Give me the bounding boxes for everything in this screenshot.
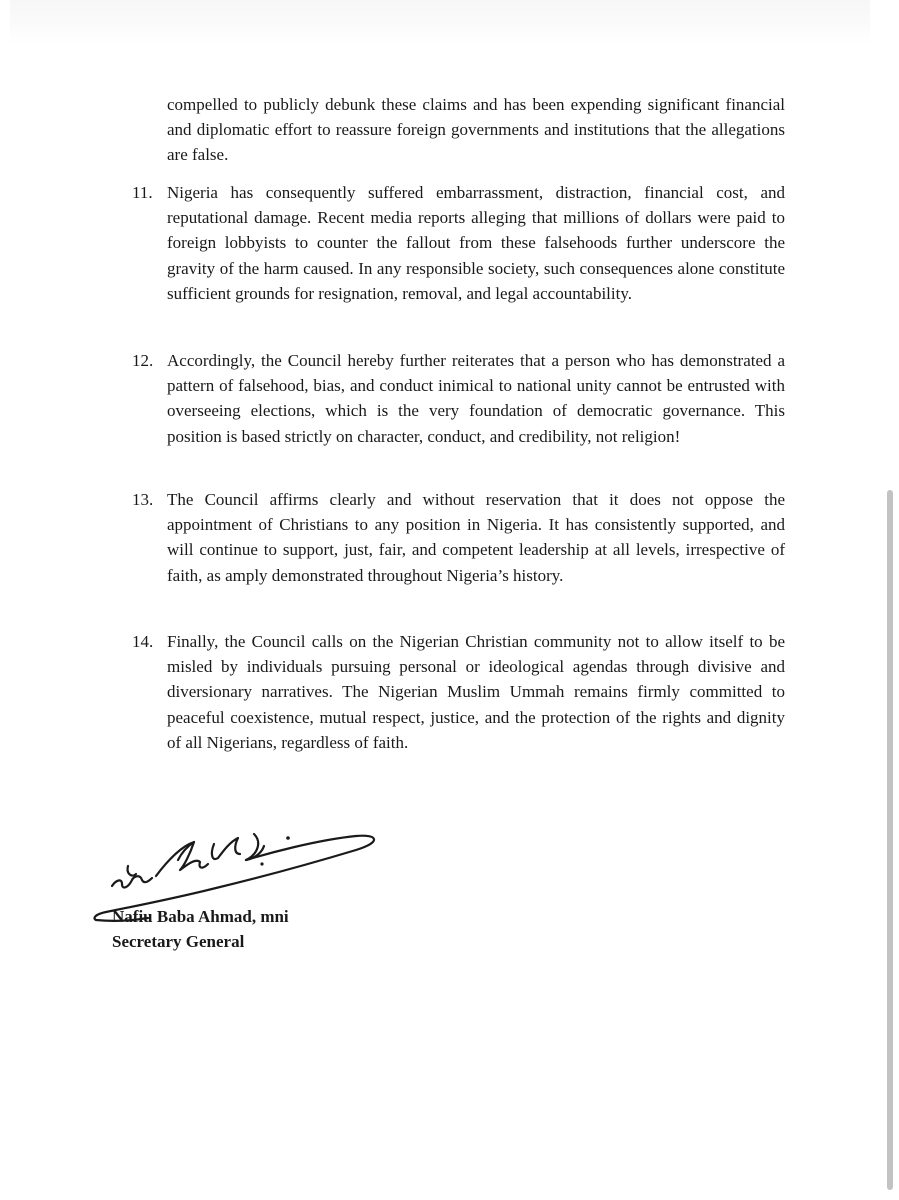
continuation-paragraph: compelled to publicly debunk these claims and has been expending significant financial and diplomatic effort to reassure foreign governments and institutions that the allegations are false. xyxy=(167,95,785,165)
signatory-title: Secretary General xyxy=(112,932,245,951)
list-item-text: Accordingly, the Council hereby further reiterates that a person who has demonstrated a pattern of falsehood, bias, and conduct inimical to national unity cannot be entrusted with overseeing elections, which is the very foundation of democratic governance. This position is based strictly on character, conduct, and credibility, not religion! xyxy=(167,351,785,446)
scrollbar-thumb[interactable] xyxy=(887,490,893,1190)
list-item-number: 13. xyxy=(132,490,154,509)
list-item-number: 12. xyxy=(132,351,154,370)
list-item-number: 14. xyxy=(132,632,154,651)
list-item-text: Nigeria has consequently suffered embarrassment, distraction, financial cost, and reputational damage. Recent media reports alleging that millions of dollars were paid to foreign lobbyists to counter the fallout from these falsehoods further underscore the gravity of the harm caused. In any responsible society, such consequences alone constitute sufficient grounds for resignation, removal, and legal accountability. xyxy=(167,183,785,303)
vertical-scrollbar[interactable] xyxy=(880,0,899,1200)
signatory-name: Nafiu Baba Ahmad, mni xyxy=(112,907,289,926)
list-item-number: 11. xyxy=(132,183,153,202)
list-item-text: Finally, the Council calls on the Nigerian Christian community not to allow itself to be misled by individuals pursuing personal or ideological agendas through divisive and diversionary narratives. The Nigerian Muslim Ummah remains firmly committed to peaceful coexistence, mutual respect, justice, and the protection of the rights and dignity of all Nigerians, regardless of faith. xyxy=(167,632,785,752)
list-item-text: The Council affirms clearly and without reservation that it does not oppose the appointment of Christians to any position in Nigeria. It has consistently supported, and will continue to support, just, fair, and competent leadership at all levels, irrespective of faith, as amply demonstrated throughout Nigeria’s history. xyxy=(167,490,785,585)
